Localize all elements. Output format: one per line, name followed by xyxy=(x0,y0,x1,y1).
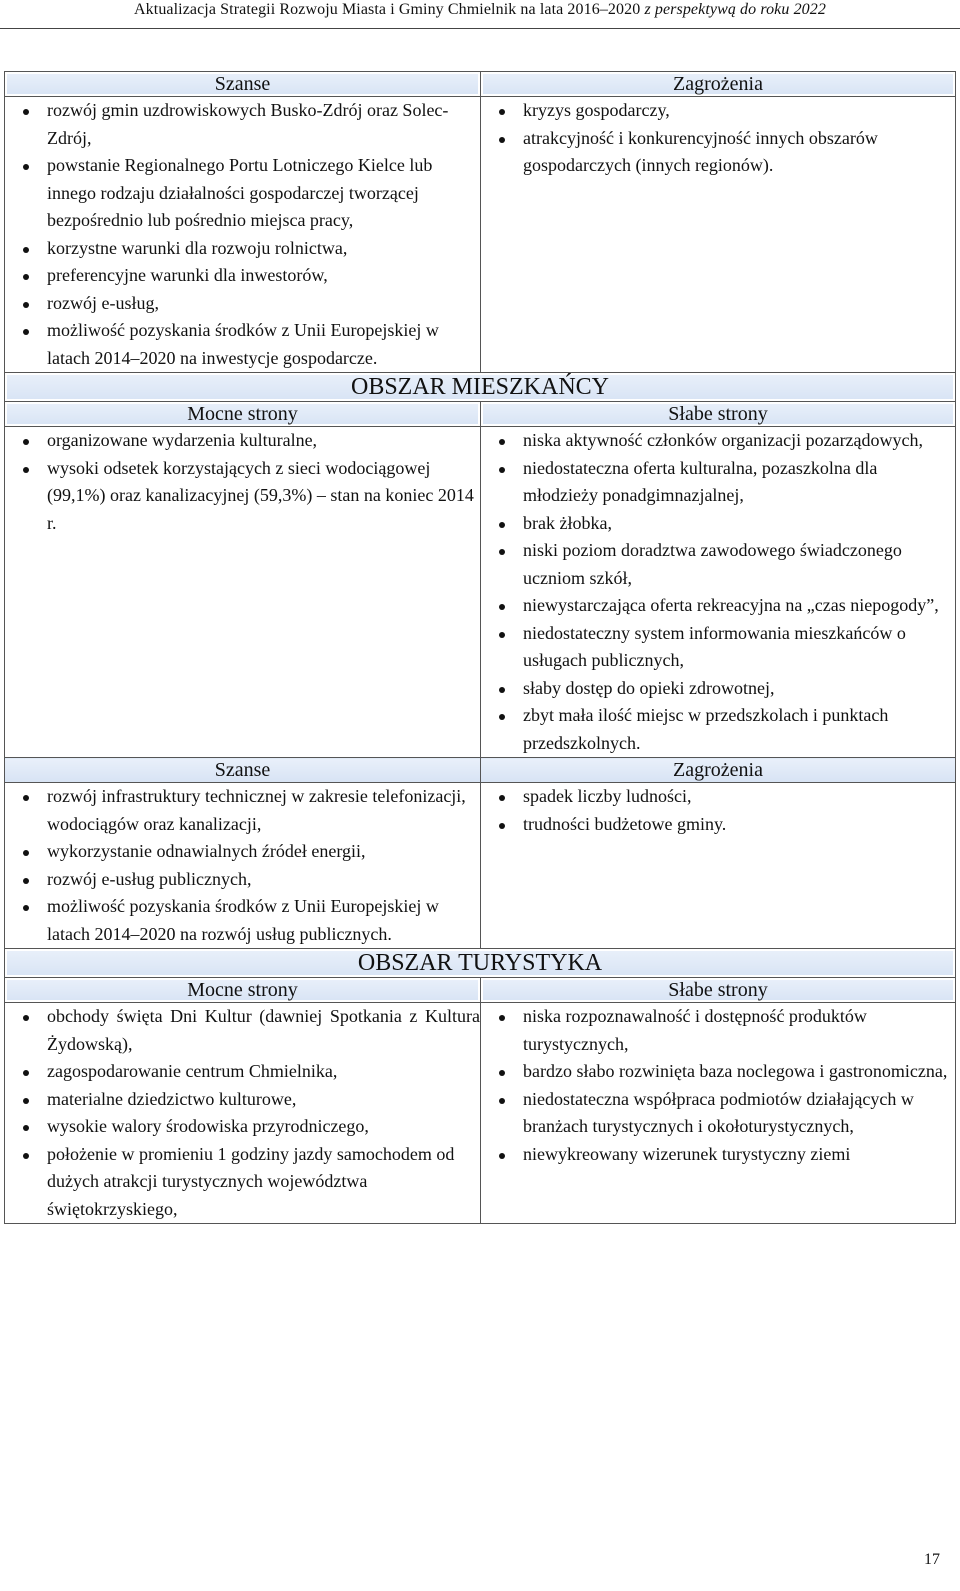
turystyka-band-row xyxy=(5,949,956,978)
list-item: rozwój e-usług, xyxy=(5,290,480,318)
section1-zagrozenia-cell xyxy=(481,97,956,373)
list-item: niska rozpoznawalność i dostępność produktów turystycznych, xyxy=(481,1003,955,1058)
mieszkancy-mocne-list xyxy=(5,427,480,537)
mieszkancy-zagrozenia-cell xyxy=(481,783,956,949)
list-item: zagospodarowanie centrum Chmielnika, xyxy=(5,1058,480,1086)
szanse-heading: Szanse xyxy=(5,72,481,97)
bullet-icon xyxy=(23,1153,29,1159)
section1-szanse-cell xyxy=(5,97,481,373)
list-item: materialne dziedzictwo kulturowe, xyxy=(5,1086,480,1114)
section1-content-row xyxy=(5,97,956,373)
zagrozenia-heading: Zagrożenia xyxy=(481,758,956,783)
mocne-strony-heading: Mocne strony xyxy=(5,402,481,427)
section1-header-row xyxy=(5,72,956,97)
list-item: możliwość pozyskania środków z Unii Europejskiej w latach 2014–2020 na inwestycje gospodarcze. xyxy=(5,317,480,372)
header-title: Aktualizacja Strategii Rozwoju Miasta i Gminy Chmielnik na lata 2016–2020 xyxy=(134,1,645,18)
mieszkancy-mocne-cell xyxy=(5,427,481,758)
bullet-icon xyxy=(23,467,29,473)
list-item: możliwość pozyskania środków z Unii Europejskiej w latach 2014–2020 na rozwój usług publicznych. xyxy=(5,893,480,948)
turystyka-header-row xyxy=(5,978,956,1003)
bullet-icon xyxy=(23,302,29,308)
list-item: bardzo słabo rozwinięta baza noclegowa i gastronomiczna, xyxy=(481,1058,955,1086)
list-item: preferencyjne warunki dla inwestorów, xyxy=(5,262,480,290)
bullet-icon xyxy=(499,604,505,610)
bullet-icon xyxy=(499,714,505,720)
list-item: niewykreowany wizerunek turystyczny ziemi xyxy=(481,1141,955,1169)
section1-zagrozenia-list xyxy=(481,97,955,180)
bullet-icon xyxy=(23,247,29,253)
mieszkancy-header-row xyxy=(5,402,956,427)
bullet-icon xyxy=(499,1153,505,1159)
list-item: wysokie walory środowiska przyrodniczego, xyxy=(5,1113,480,1141)
section1-szanse-list xyxy=(5,97,480,372)
bullet-icon xyxy=(499,1015,505,1021)
slabe-strony-heading: Słabe strony xyxy=(481,978,956,1003)
list-item: rozwój infrastruktury technicznej w zakresie telefonizacji, wodociągów oraz kanalizacji, xyxy=(5,783,480,838)
bullet-icon xyxy=(23,109,29,115)
list-item: niska aktywność członków organizacji pozarządowych, xyxy=(481,427,955,455)
list-item: trudności budżetowe gminy. xyxy=(481,811,955,839)
mieszkancy-opportunity-header-row xyxy=(5,758,956,783)
bullet-icon xyxy=(23,164,29,170)
list-item: położenie w promieniu 1 godziny jazdy samochodem od dużych atrakcji turystycznych województwa świętokrzyskiego, xyxy=(5,1141,480,1224)
bullet-icon xyxy=(499,1070,505,1076)
zagrozenia-heading: Zagrożenia xyxy=(481,72,956,97)
bullet-icon xyxy=(23,850,29,856)
list-item: obchody święta Dni Kultur (dawniej Spotkania z Kultura Żydowską), xyxy=(5,1003,480,1058)
list-item: wykorzystanie odnawialnych źródeł energii, xyxy=(5,838,480,866)
running-header xyxy=(0,0,960,24)
list-item: niewystarczająca oferta rekreacyjna na „czas niepogody”, xyxy=(481,592,955,620)
bullet-icon xyxy=(23,905,29,911)
mocne-strony-heading: Mocne strony xyxy=(5,978,481,1003)
bullet-icon xyxy=(23,439,29,445)
bullet-icon xyxy=(23,274,29,280)
bullet-icon xyxy=(499,795,505,801)
bullet-icon xyxy=(499,1098,505,1104)
bullet-icon xyxy=(23,795,29,801)
list-item: brak żłobka, xyxy=(481,510,955,538)
bullet-icon xyxy=(499,632,505,638)
list-item: wysoki odsetek korzystających z sieci wodociągowej (99,1%) oraz kanalizacyjnej (59,3%) – stan na koniec 2014 r. xyxy=(5,455,480,538)
mieszkancy-slabe-list xyxy=(481,427,955,757)
list-item: spadek liczby ludności, xyxy=(481,783,955,811)
bullet-icon xyxy=(499,687,505,693)
list-item: rozwój gmin uzdrowiskowych Busko-Zdrój oraz Solec-Zdrój, xyxy=(5,97,480,152)
mieszkancy-opportunity-row xyxy=(5,783,956,949)
list-item: powstanie Regionalnego Portu Lotniczego Kielce lub innego rodzaju działalności gospodarczej tworzącej bezpośrednio lub pośrednio miejsca pracy, xyxy=(5,152,480,235)
mieszkancy-szanse-list xyxy=(5,783,480,948)
bullet-icon xyxy=(499,109,505,115)
bullet-icon xyxy=(499,439,505,445)
slabe-strony-heading: Słabe strony xyxy=(481,402,956,427)
bullet-icon xyxy=(23,1015,29,1021)
bullet-icon xyxy=(499,467,505,473)
list-item: niedostateczna współpraca podmiotów działających w branżach turystycznych i okołoturystycznych, xyxy=(481,1086,955,1141)
turystyka-mocne-list xyxy=(5,1003,480,1223)
bullet-icon xyxy=(499,137,505,143)
bullet-icon xyxy=(499,549,505,555)
list-item: organizowane wydarzenia kulturalne, xyxy=(5,427,480,455)
mieszkancy-band-row xyxy=(5,373,956,402)
turystyka-slabe-cell xyxy=(481,1003,956,1224)
bullet-icon xyxy=(23,1070,29,1076)
mieszkancy-zagrozenia-list xyxy=(481,783,955,838)
bullet-icon xyxy=(23,878,29,884)
bullet-icon xyxy=(23,1125,29,1131)
mieszkancy-band-title: OBSZAR MIESZKAŃCY xyxy=(5,373,956,402)
list-item: atrakcyjność i konkurencyjność innych obszarów gospodarczych (innych regionów). xyxy=(481,125,955,180)
page-number: 17 xyxy=(924,1551,940,1568)
szanse-heading: Szanse xyxy=(5,758,481,783)
mieszkancy-szanse-cell xyxy=(5,783,481,949)
mieszkancy-strengths-row xyxy=(5,427,956,758)
bullet-icon xyxy=(23,329,29,335)
list-item: niedostateczna oferta kulturalna, pozaszkolna dla młodzieży ponadgimnazjalnej, xyxy=(481,455,955,510)
list-item: niedostateczny system informowania mieszkańców o usługach publicznych, xyxy=(481,620,955,675)
mieszkancy-slabe-cell xyxy=(481,427,956,758)
header-title-italic: z perspektywą do roku 2022 xyxy=(644,1,826,18)
bullet-icon xyxy=(499,522,505,528)
bullet-icon xyxy=(499,823,505,829)
swot-table xyxy=(4,71,956,1224)
turystyka-slabe-list xyxy=(481,1003,955,1168)
list-item: kryzys gospodarczy, xyxy=(481,97,955,125)
list-item: zbyt mała ilość miejsc w przedszkolach i punktach przedszkolnych. xyxy=(481,702,955,757)
header-rule xyxy=(0,28,960,29)
bullet-icon xyxy=(23,1098,29,1104)
list-item: niski poziom doradztwa zawodowego świadczonego uczniom szkół, xyxy=(481,537,955,592)
list-item: korzystne warunki dla rozwoju rolnictwa, xyxy=(5,235,480,263)
list-item: rozwój e-usług publicznych, xyxy=(5,866,480,894)
turystyka-mocne-cell xyxy=(5,1003,481,1224)
turystyka-strengths-row xyxy=(5,1003,956,1224)
list-item: słaby dostęp do opieki zdrowotnej, xyxy=(481,675,955,703)
turystyka-band-title: OBSZAR TURYSTYKA xyxy=(5,949,956,978)
